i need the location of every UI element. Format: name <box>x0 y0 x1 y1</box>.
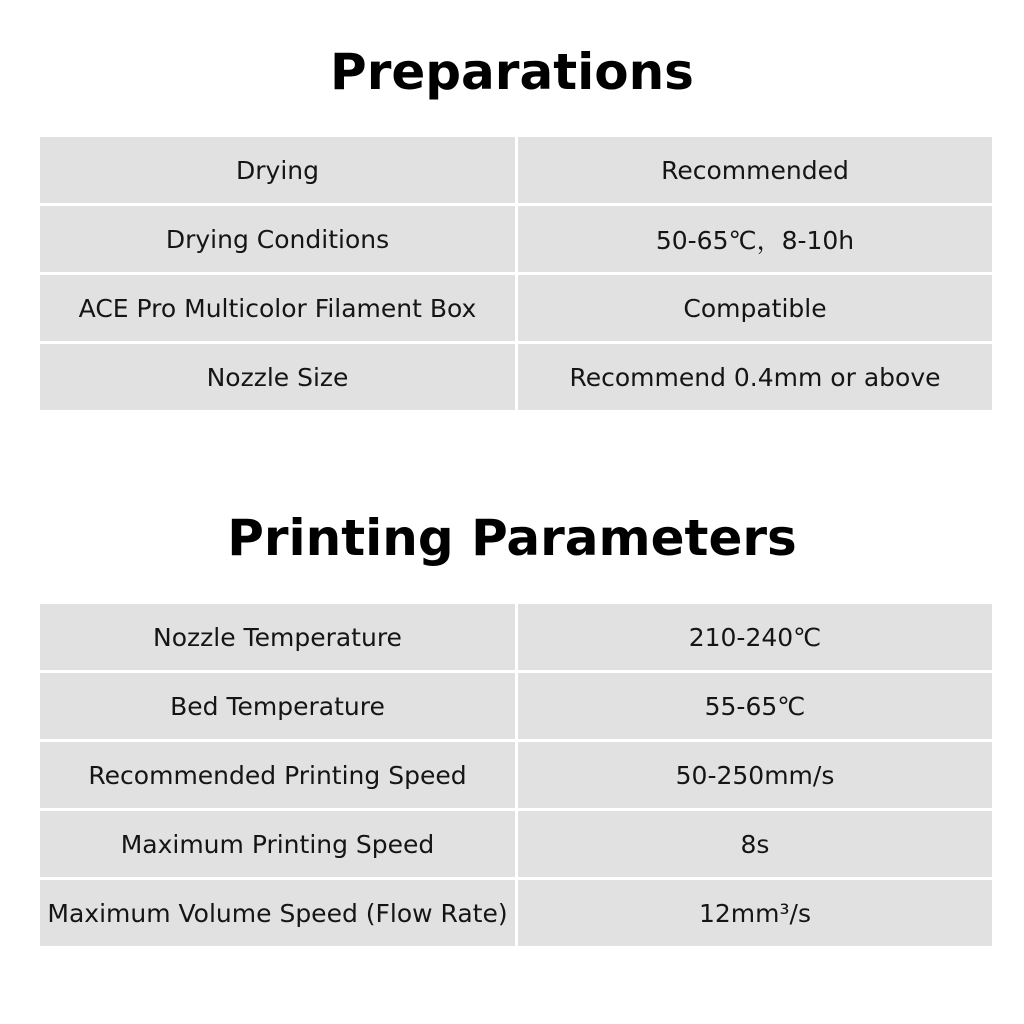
table-row <box>40 742 992 808</box>
row-value: 55-65℃ <box>518 673 992 739</box>
row-value: Recommend 0.4mm or above <box>518 344 992 410</box>
row-value: 12mm³/s <box>518 880 992 946</box>
table-row <box>40 880 992 946</box>
printing-parameters-title: Printing Parameters <box>227 509 797 567</box>
row-label: ACE Pro Multicolor Filament Box <box>40 275 515 341</box>
row-label: Maximum Volume Speed (Flow Rate) <box>40 880 515 946</box>
printing-parameters-table <box>40 604 992 946</box>
row-label: Nozzle Temperature <box>40 604 515 670</box>
row-label: Drying <box>40 137 515 203</box>
row-label: Drying Conditions <box>40 206 515 272</box>
row-label: Nozzle Size <box>40 344 515 410</box>
preparations-title: Preparations <box>330 43 694 101</box>
table-row <box>40 811 992 877</box>
row-value: 50-65℃，8-10h <box>518 206 992 272</box>
row-value: Compatible <box>518 275 992 341</box>
table-row <box>40 344 992 410</box>
row-label: Bed Temperature <box>40 673 515 739</box>
table-row <box>40 673 992 739</box>
preparations-table <box>40 137 992 410</box>
row-value: Recommended <box>518 137 992 203</box>
table-row <box>40 275 992 341</box>
row-value: 50-250mm/s <box>518 742 992 808</box>
row-label: Recommended Printing Speed <box>40 742 515 808</box>
table-row <box>40 206 992 272</box>
table-row <box>40 137 992 203</box>
row-value: 210-240℃ <box>518 604 992 670</box>
row-label: Maximum Printing Speed <box>40 811 515 877</box>
table-row <box>40 604 992 670</box>
row-value: 8s <box>518 811 992 877</box>
